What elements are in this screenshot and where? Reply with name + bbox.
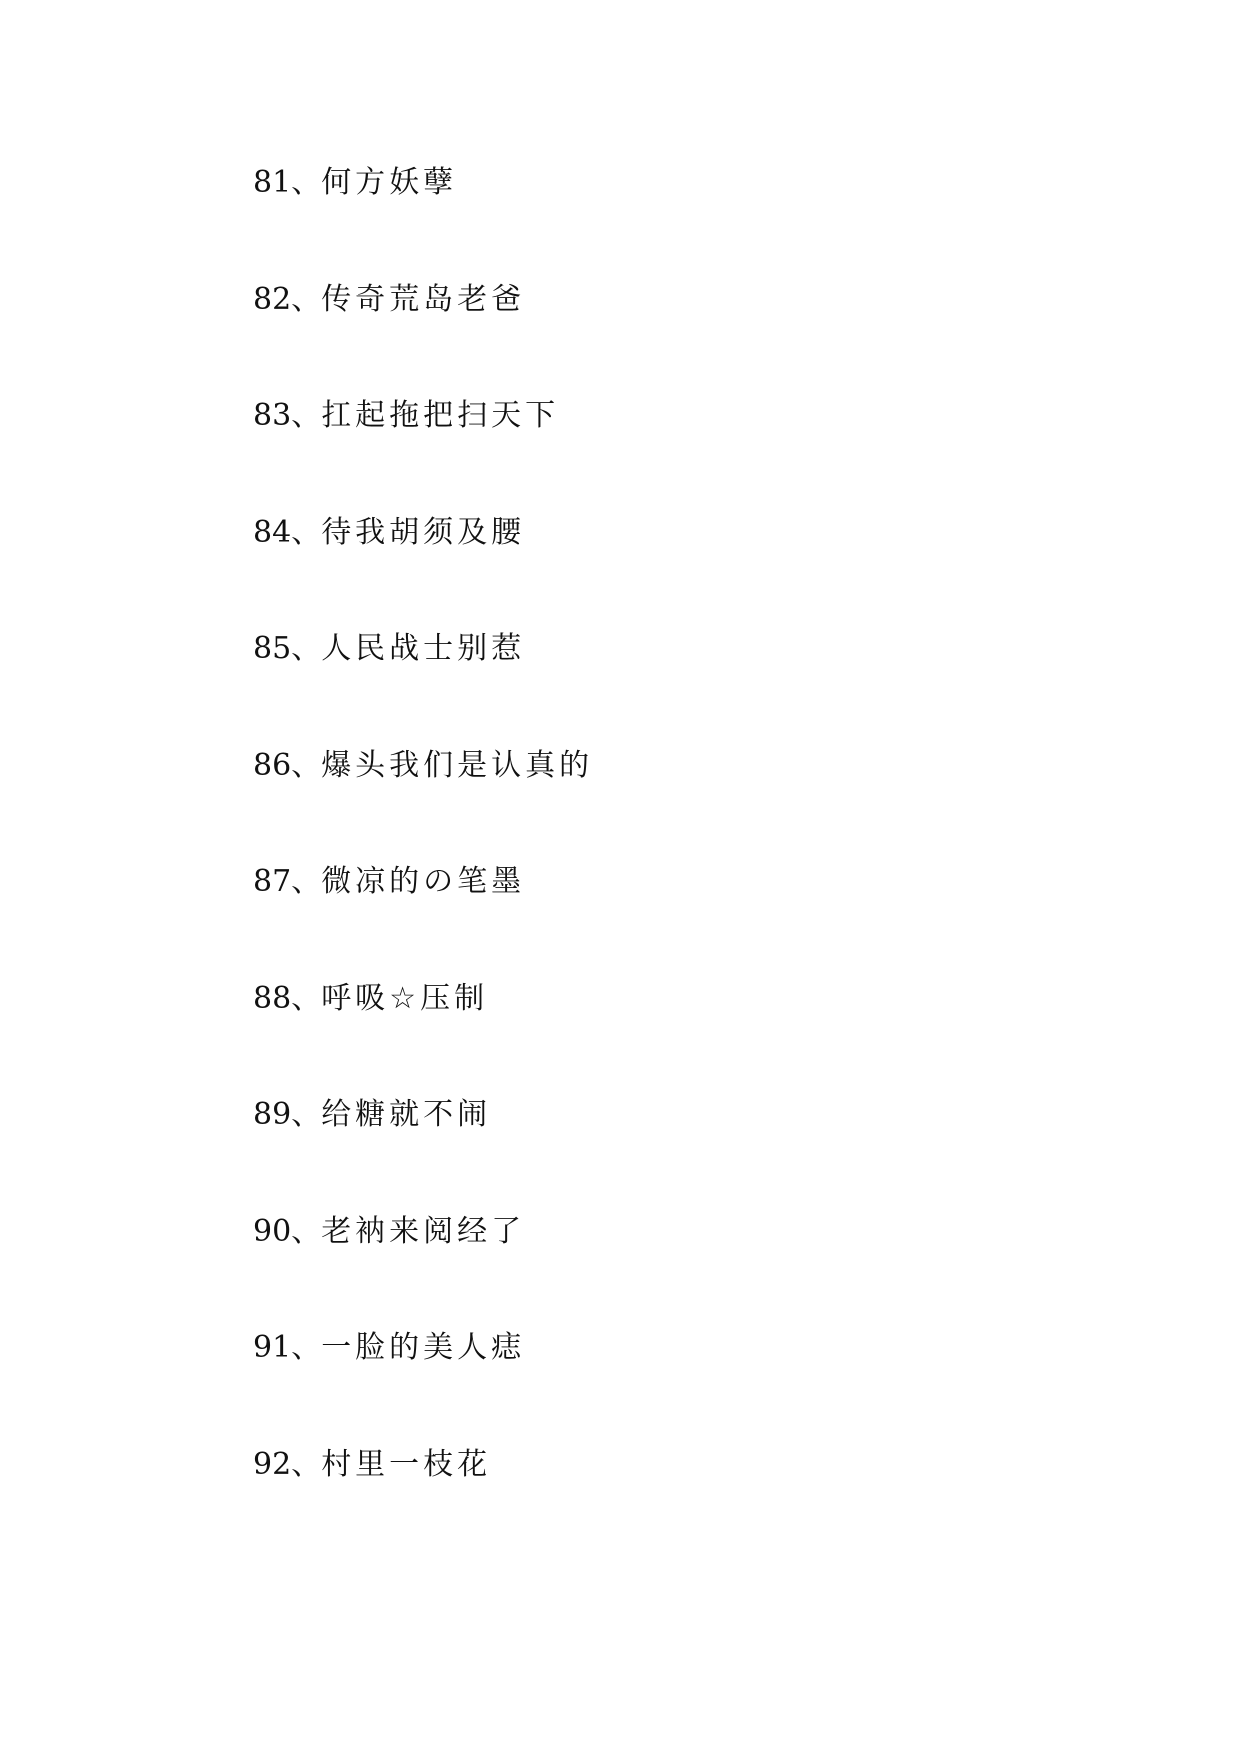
item-text: 微凉的の笔墨	[321, 864, 526, 899]
list-item	[253, 857, 593, 974]
list-item	[253, 158, 593, 275]
item-text: 一脸的美人痣	[321, 1330, 526, 1365]
list-item	[253, 974, 593, 1091]
item-text: 传奇荒岛老爸	[321, 281, 526, 317]
item-text: 村里一枝花	[321, 1446, 492, 1482]
item-number: 81、	[253, 165, 322, 200]
list-item	[253, 508, 593, 625]
list-item	[253, 741, 593, 858]
list-item	[253, 1440, 593, 1557]
list-item	[253, 275, 593, 392]
list-item	[253, 1207, 593, 1324]
item-text: 爆头我们是认真的	[321, 747, 594, 783]
list-item	[253, 1323, 593, 1440]
item-text: 给糖就不闹	[321, 1097, 492, 1132]
item-number: 82、	[253, 281, 322, 317]
item-number: 92、	[253, 1446, 322, 1482]
item-number: 86、	[253, 747, 322, 783]
list-item	[253, 1090, 593, 1207]
item-number: 87、	[253, 864, 322, 899]
item-number: 85、	[253, 631, 322, 666]
item-text: 人民战士别惹	[321, 631, 526, 666]
item-text: 何方妖孽	[321, 165, 458, 200]
item-text: 老衲来阅经了	[321, 1213, 526, 1249]
item-number: 88、	[253, 980, 322, 1016]
item-number: 89、	[253, 1097, 322, 1132]
item-number: 90、	[253, 1213, 322, 1249]
list-item	[253, 624, 593, 741]
name-list	[253, 158, 593, 1556]
item-text: 待我胡须及腰	[321, 514, 526, 550]
item-number: 83、	[253, 398, 322, 433]
item-number: 84、	[253, 514, 322, 550]
item-number: 91、	[253, 1330, 322, 1365]
list-item	[253, 391, 593, 508]
item-text: 呼吸☆压制	[321, 980, 489, 1016]
item-text: 扛起拖把扫天下	[321, 398, 560, 433]
